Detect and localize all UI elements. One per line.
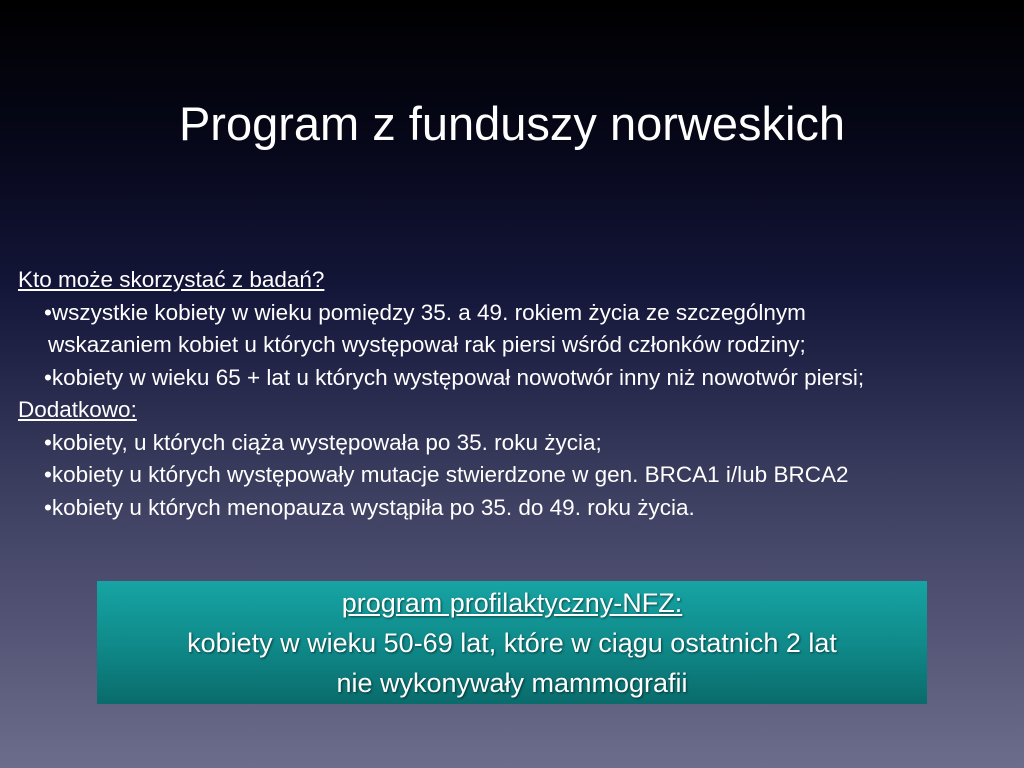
section-heading-additional: Dodatkowo:	[18, 397, 137, 422]
nfz-program-line: nie wykonywały mammografii	[336, 668, 688, 698]
bullet-item-continuation: wskazaniem kobiet u których występował rak piersi wśród członków rodziny;	[48, 332, 806, 357]
bullet-item: •kobiety u których występowały mutacje stwierdzone w gen. BRCA1 i/lub BRCA2	[44, 462, 849, 487]
bullet-item: •kobiety u których menopauza wystąpiła po 35. do 49. roku życia.	[44, 494, 695, 520]
slide-body	[18, 264, 1024, 524]
bullet-item: •kobiety, u których ciąża występowała po 35. roku życia;	[44, 429, 602, 455]
nfz-program-line: kobiety w wieku 50-69 lat, które w ciągu ostatnich 2 lat	[187, 628, 837, 658]
section-heading-who: Kto może skorzystać z badań?	[18, 267, 325, 292]
bullet-item: •kobiety w wieku 65 + lat u których występował nowotwór inny niż nowotwór piersi;	[44, 364, 865, 390]
slide-title: Program z funduszy norweskich	[178, 97, 846, 150]
nfz-program-title: program profilaktyczny-NFZ:	[341, 588, 683, 618]
nfz-program-box	[97, 581, 927, 704]
bullet-item: •wszystkie kobiety w wieku pomiędzy 35. a 49. rokiem życia ze szczególnym	[44, 299, 806, 325]
